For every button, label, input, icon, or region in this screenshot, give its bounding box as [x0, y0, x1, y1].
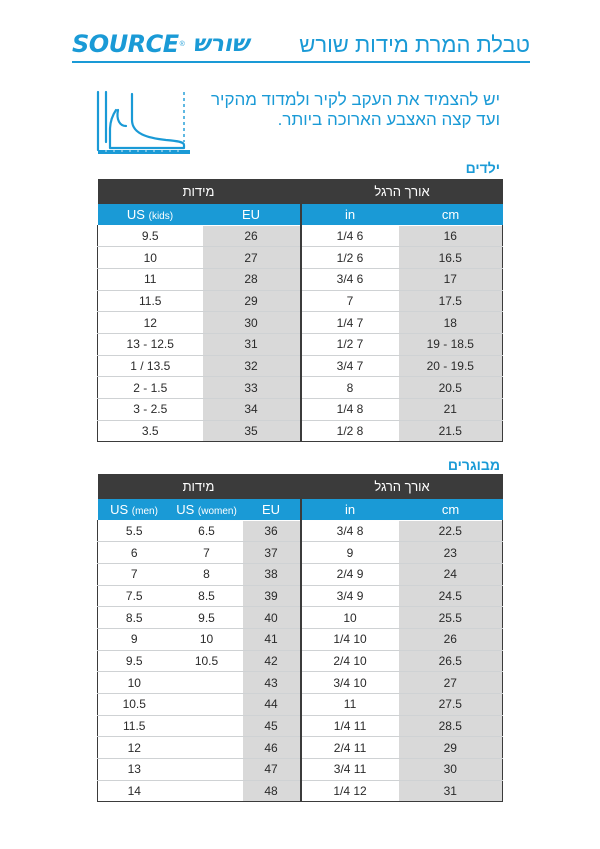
cell-us-men: 9: [98, 628, 171, 650]
cell-cm: 26.5: [399, 650, 503, 672]
logo-hebrew: שורש: [192, 31, 250, 57]
table-row: [98, 520, 503, 542]
cell-us-kids: 1.5 - 2: [98, 377, 203, 399]
cell-cm: 27.5: [399, 694, 503, 716]
cell-eu: 33: [203, 377, 301, 399]
kids-group-sizes: מידות: [98, 179, 301, 204]
table-row: [98, 715, 503, 737]
cell-in: 10: [301, 607, 399, 629]
cell-eu: 37: [243, 542, 301, 564]
measurement-instruction: [170, 90, 500, 130]
table-row: [98, 290, 503, 312]
cell-us-women: [171, 694, 243, 716]
cell-us-men: 7.5: [98, 585, 171, 607]
logo-registered-mark: ®: [179, 40, 185, 48]
cell-cm: 22.5: [399, 520, 503, 542]
kids-group-foot-length: אורך הרגל: [301, 179, 503, 204]
adults-group-foot-length: אורך הרגל: [301, 474, 503, 499]
kids-section-label: ילדים: [465, 160, 500, 176]
cell-eu: 35: [203, 420, 301, 442]
table-row: [98, 420, 503, 442]
adults-col-in: in: [301, 499, 399, 520]
cell-in: 11: [301, 694, 399, 716]
cell-cm: 17: [399, 268, 503, 290]
table-row: [98, 399, 503, 421]
cell-us-men: 9.5: [98, 650, 171, 672]
cell-cm: 20.5: [399, 377, 503, 399]
cell-us-men: 8.5: [98, 607, 171, 629]
cell-eu: 45: [243, 715, 301, 737]
cell-eu: 46: [243, 737, 301, 759]
cell-eu: 48: [243, 780, 301, 802]
cell-eu: 39: [243, 585, 301, 607]
cell-us-men: 10.5: [98, 694, 171, 716]
cell-us-men: 7: [98, 563, 171, 585]
cell-eu: 40: [243, 607, 301, 629]
cell-cm: 19.5 - 20: [399, 355, 503, 377]
table-row: [98, 312, 503, 334]
cell-us-men: 6: [98, 542, 171, 564]
cell-cm: 25.5: [399, 607, 503, 629]
cell-us-kids: 2.5 - 3: [98, 399, 203, 421]
cell-in: 6 1/4: [301, 225, 399, 247]
adults-col-us-men-label: US: [110, 501, 129, 517]
cell-in: 8 1/2: [301, 420, 399, 442]
cell-cm: 29: [399, 737, 503, 759]
kids-size-table: [97, 179, 503, 442]
cell-in: 9 2/4: [301, 563, 399, 585]
logo-latin: SOURCE: [72, 30, 179, 58]
cell-eu: 29: [203, 290, 301, 312]
cell-eu: 28: [203, 268, 301, 290]
cell-eu: 32: [203, 355, 301, 377]
table-row: [98, 759, 503, 781]
cell-in: 10 2/4: [301, 650, 399, 672]
cell-eu: 27: [203, 247, 301, 269]
cell-in: 7 1/2: [301, 333, 399, 355]
adults-col-cm: cm: [399, 499, 503, 520]
table-row: [98, 628, 503, 650]
cell-eu: 31: [203, 333, 301, 355]
cell-cm: 28.5: [399, 715, 503, 737]
cell-cm: 21.5: [399, 420, 503, 442]
table-row: [98, 268, 503, 290]
cell-eu: 26: [203, 225, 301, 247]
table-row: [98, 737, 503, 759]
cell-in: 7 3/4: [301, 355, 399, 377]
adults-col-us-men: [98, 499, 171, 520]
cell-in: 8: [301, 377, 399, 399]
adults-col-us-women: [171, 499, 243, 520]
kids-col-us: [98, 204, 203, 225]
cell-in: 11 1/4: [301, 715, 399, 737]
cell-us-women: [171, 759, 243, 781]
cell-eu: 43: [243, 672, 301, 694]
kids-col-us-note: (kids): [148, 210, 174, 222]
cell-in: 8 1/4: [301, 399, 399, 421]
cell-in: 8 3/4: [301, 520, 399, 542]
kids-col-in: in: [301, 204, 399, 225]
instruction-line-2: ועד קצה האצבע הארוכה ביותר.: [277, 110, 500, 129]
cell-us-kids: 12: [98, 312, 203, 334]
table-row: [98, 333, 503, 355]
cell-eu: 34: [203, 399, 301, 421]
cell-us-women: [171, 715, 243, 737]
cell-eu: 38: [243, 563, 301, 585]
cell-us-kids: 11.5: [98, 290, 203, 312]
brand-logo: [72, 30, 249, 58]
cell-eu: 41: [243, 628, 301, 650]
cell-eu: 30: [203, 312, 301, 334]
table-row: [98, 650, 503, 672]
cell-us-kids: 9.5: [98, 225, 203, 247]
cell-eu: 36: [243, 520, 301, 542]
cell-cm: 30: [399, 759, 503, 781]
table-row: [98, 355, 503, 377]
cell-us-women: [171, 737, 243, 759]
cell-in: 7: [301, 290, 399, 312]
cell-cm: 27: [399, 672, 503, 694]
header-divider: [72, 61, 530, 63]
cell-us-kids: 10: [98, 247, 203, 269]
kids-col-us-label: US: [126, 206, 145, 222]
table-row: [98, 563, 503, 585]
table-row: [98, 694, 503, 716]
cell-cm: 16: [399, 225, 503, 247]
cell-in: 7 1/4: [301, 312, 399, 334]
cell-cm: 21: [399, 399, 503, 421]
table-row: [98, 377, 503, 399]
cell-us-men: 13: [98, 759, 171, 781]
instruction-line-1: יש להצמיד את העקב לקיר ולמדוד מהקיר: [210, 90, 500, 109]
adults-col-us-women-note: (women): [197, 505, 237, 517]
cell-us-women: 8.5: [171, 585, 243, 607]
cell-in: 9: [301, 542, 399, 564]
table-row: [98, 780, 503, 802]
cell-cm: 31: [399, 780, 503, 802]
cell-eu: 42: [243, 650, 301, 672]
cell-cm: 24: [399, 563, 503, 585]
cell-us-women: [171, 780, 243, 802]
cell-us-kids: 3.5: [98, 420, 203, 442]
cell-us-men: 10: [98, 672, 171, 694]
cell-us-women: 6.5: [171, 520, 243, 542]
cell-us-kids: 13.5 / 1: [98, 355, 203, 377]
adults-size-table: [97, 474, 503, 802]
table-row: [98, 585, 503, 607]
adults-col-eu: EU: [243, 499, 301, 520]
kids-col-cm: cm: [399, 204, 503, 225]
cell-us-men: 14: [98, 780, 171, 802]
table-row: [98, 247, 503, 269]
cell-cm: 23: [399, 542, 503, 564]
kids-col-eu: EU: [203, 204, 301, 225]
cell-in: 9 3/4: [301, 585, 399, 607]
cell-in: 10 3/4: [301, 672, 399, 694]
table-row: [98, 607, 503, 629]
page-title: טבלת המרת מידות שורש: [299, 32, 530, 57]
cell-in: 12 1/4: [301, 780, 399, 802]
table-row: [98, 225, 503, 247]
cell-in: 6 3/4: [301, 268, 399, 290]
cell-in: 11 2/4: [301, 737, 399, 759]
cell-us-men: 5.5: [98, 520, 171, 542]
cell-cm: 17.5: [399, 290, 503, 312]
cell-us-women: 9.5: [171, 607, 243, 629]
page-header: [72, 28, 530, 62]
cell-in: 6 1/2: [301, 247, 399, 269]
cell-us-women: 8: [171, 563, 243, 585]
table-row: [98, 672, 503, 694]
cell-cm: 18.5 - 19: [399, 333, 503, 355]
cell-us-women: [171, 672, 243, 694]
adults-col-us-women-label: US: [176, 501, 195, 517]
adults-section-label: מבוגרים: [447, 457, 500, 473]
cell-us-men: 11.5: [98, 715, 171, 737]
cell-us-women: 10.5: [171, 650, 243, 672]
cell-in: 11 3/4: [301, 759, 399, 781]
cell-eu: 47: [243, 759, 301, 781]
adults-col-us-men-note: (men): [131, 505, 158, 517]
cell-cm: 24.5: [399, 585, 503, 607]
cell-cm: 26: [399, 628, 503, 650]
cell-us-women: 10: [171, 628, 243, 650]
cell-us-women: 7: [171, 542, 243, 564]
adults-group-sizes: מידות: [98, 474, 301, 499]
cell-cm: 16.5: [399, 247, 503, 269]
cell-in: 10 1/4: [301, 628, 399, 650]
table-row: [98, 542, 503, 564]
cell-eu: 44: [243, 694, 301, 716]
cell-us-kids: 11: [98, 268, 203, 290]
cell-us-kids: 12.5 - 13: [98, 333, 203, 355]
cell-cm: 18: [399, 312, 503, 334]
cell-us-men: 12: [98, 737, 171, 759]
